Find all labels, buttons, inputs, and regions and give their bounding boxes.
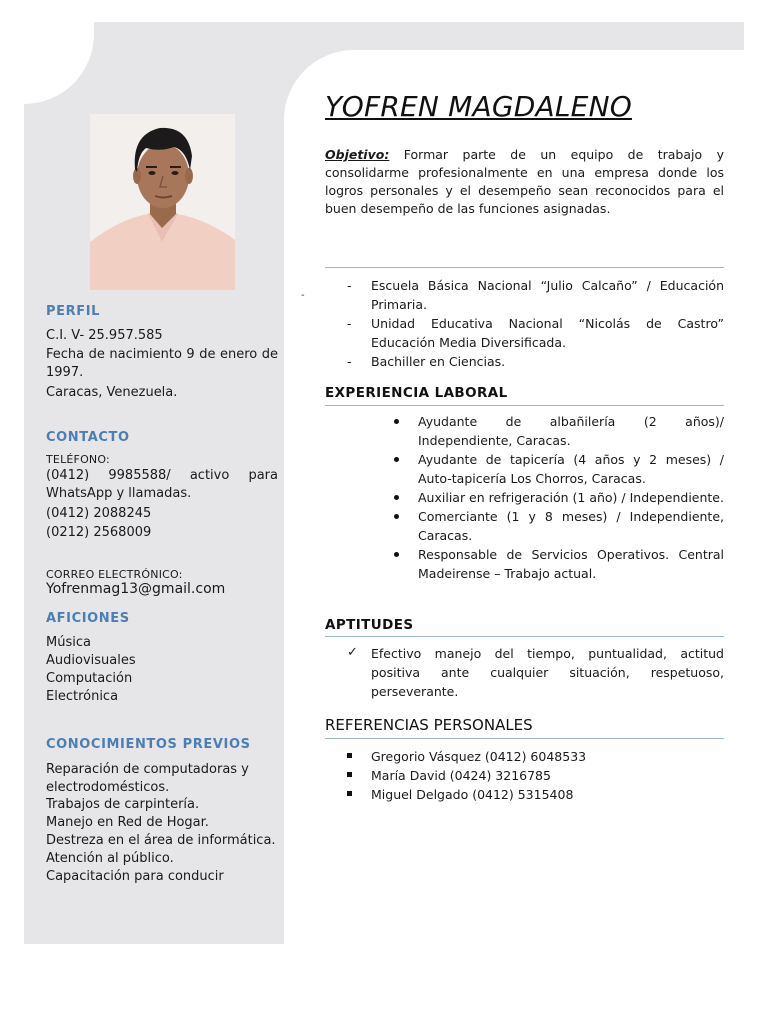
- bullet-dot-icon: [394, 457, 399, 462]
- experience-item: [418, 507, 724, 545]
- phone-label: TELÉFONO:: [46, 453, 110, 466]
- experience-item: [418, 488, 724, 507]
- education-item-text: Bachiller en Ciencias.: [371, 354, 506, 369]
- skill-item: Trabajos de carpintería.: [46, 797, 200, 812]
- bullet-dot-icon: [394, 419, 399, 424]
- birth-date: Fecha de nacimiento 9 de enero de 1997.: [46, 347, 278, 380]
- id-number: C.I. V- 25.957.585: [46, 328, 163, 343]
- references-divider: [325, 738, 724, 739]
- hobby-item: Electrónica: [46, 689, 119, 704]
- experience-item-text: Ayudante de tapicería (4 años y 2 meses) / Auto-tapicería Los Chorros, Caracas.: [418, 452, 724, 486]
- phone-2: (0412) 2088245: [46, 506, 152, 521]
- experience-item: [418, 545, 724, 583]
- dash-bullet: -: [347, 316, 352, 331]
- references-list: [371, 747, 724, 804]
- reference-item-text: Miguel Delgado (0412) 5315408: [371, 787, 574, 802]
- hobby-item: Música: [46, 635, 91, 650]
- reference-item: [371, 766, 724, 785]
- aptitudes-list: [347, 644, 724, 701]
- stray-dash-mark: -: [301, 290, 305, 301]
- education-item-text: Escuela Básica Nacional “Julio Calcaño” / Educación Primaria.: [371, 278, 724, 312]
- dash-bullet: -: [347, 354, 352, 369]
- experience-list: [418, 412, 724, 583]
- skill-item: Atención al público.: [46, 851, 174, 866]
- bullet-dot-icon: [394, 514, 399, 519]
- hobby-item: Audiovisuales: [46, 653, 136, 668]
- objective-text: Formar parte de un equipo de trabajo y consolidarme profesionalmente en una empresa donde los logros personales y el desempeño sean reconocidos para el buen desempeño de las funciones asignadas.: [325, 147, 724, 216]
- education-divider: [325, 267, 724, 268]
- skill-item: Capacitación para conducir: [46, 869, 224, 884]
- reference-item-text: María David (0424) 3216785: [371, 768, 551, 783]
- education-item: [347, 352, 724, 371]
- contacto-heading: CONTACTO: [46, 430, 130, 445]
- education-item-text: Unidad Educativa Nacional “Nicolás de Castro” Educación Media Diversificada.: [371, 316, 724, 350]
- aficiones-heading: AFICIONES: [46, 611, 130, 626]
- aptitudes-heading: APTITUDES: [325, 617, 414, 633]
- skill-item: Reparación de computadoras y electrodomésticos.: [46, 762, 249, 795]
- reference-item-text: Gregorio Vásquez (0412) 6048533: [371, 749, 587, 764]
- conocimientos-heading: CONOCIMIENTOS PREVIOS: [46, 737, 251, 752]
- square-bullet-icon: [347, 753, 352, 758]
- perfil-heading: PERFIL: [46, 304, 101, 319]
- checkmark-icon: ✓: [347, 645, 358, 660]
- skill-item: Manejo en Red de Hogar.: [46, 815, 209, 830]
- references-heading: REFERENCIAS PERSONALES: [325, 716, 533, 734]
- aptitude-item: [347, 644, 724, 701]
- education-item: [347, 314, 724, 352]
- experience-item-text: Comerciante (1 y 8 meses) / Independiente, Caracas.: [418, 509, 724, 543]
- skill-item: Destreza en el área de informática.: [46, 833, 276, 848]
- experience-heading: EXPERIENCIA LABORAL: [325, 385, 508, 401]
- experience-item: [418, 412, 724, 450]
- hobby-item: Computación: [46, 671, 133, 686]
- experience-item-text: Ayudante de albañilería (2 años)/ Independiente, Caracas.: [418, 414, 724, 448]
- profile-photo: [90, 114, 235, 290]
- experience-item: [418, 450, 724, 488]
- bullet-dot-icon: [394, 495, 399, 500]
- experience-divider: [325, 405, 724, 406]
- reference-item: [371, 785, 724, 804]
- email-address: Yofrenmag13@gmail.com: [46, 581, 226, 597]
- city: Caracas, Venezuela.: [46, 385, 178, 400]
- square-bullet-icon: [347, 772, 352, 777]
- dash-bullet: -: [347, 278, 352, 293]
- profile-photo-illustration: [90, 114, 235, 290]
- experience-item-text: Auxiliar en refrigeración (1 año) / Independiente.: [418, 490, 724, 505]
- objective-paragraph: [325, 146, 724, 218]
- aptitudes-divider: [325, 636, 724, 637]
- education-item: [347, 276, 724, 314]
- reference-item: [371, 747, 724, 766]
- education-list: [347, 276, 724, 371]
- square-bullet-icon: [347, 791, 352, 796]
- objective-label: Objetivo:: [325, 147, 390, 162]
- aptitude-item-text: Efectivo manejo del tiempo, puntualidad, actitud positiva ante cualquier situación, respetuoso, perseverante.: [371, 646, 724, 699]
- phone-1: (0412) 9985588/ activo para WhatsApp y llamadas.: [46, 468, 278, 501]
- experience-item-text: Responsable de Servicios Operativos. Central Madeirense – Trabajo actual.: [418, 547, 724, 581]
- email-label: CORREO ELECTRÓNICO:: [46, 568, 183, 581]
- phone-3: (0212) 2568009: [46, 525, 152, 540]
- bullet-dot-icon: [394, 552, 399, 557]
- candidate-name: YOFREN MAGDALENO: [325, 90, 632, 123]
